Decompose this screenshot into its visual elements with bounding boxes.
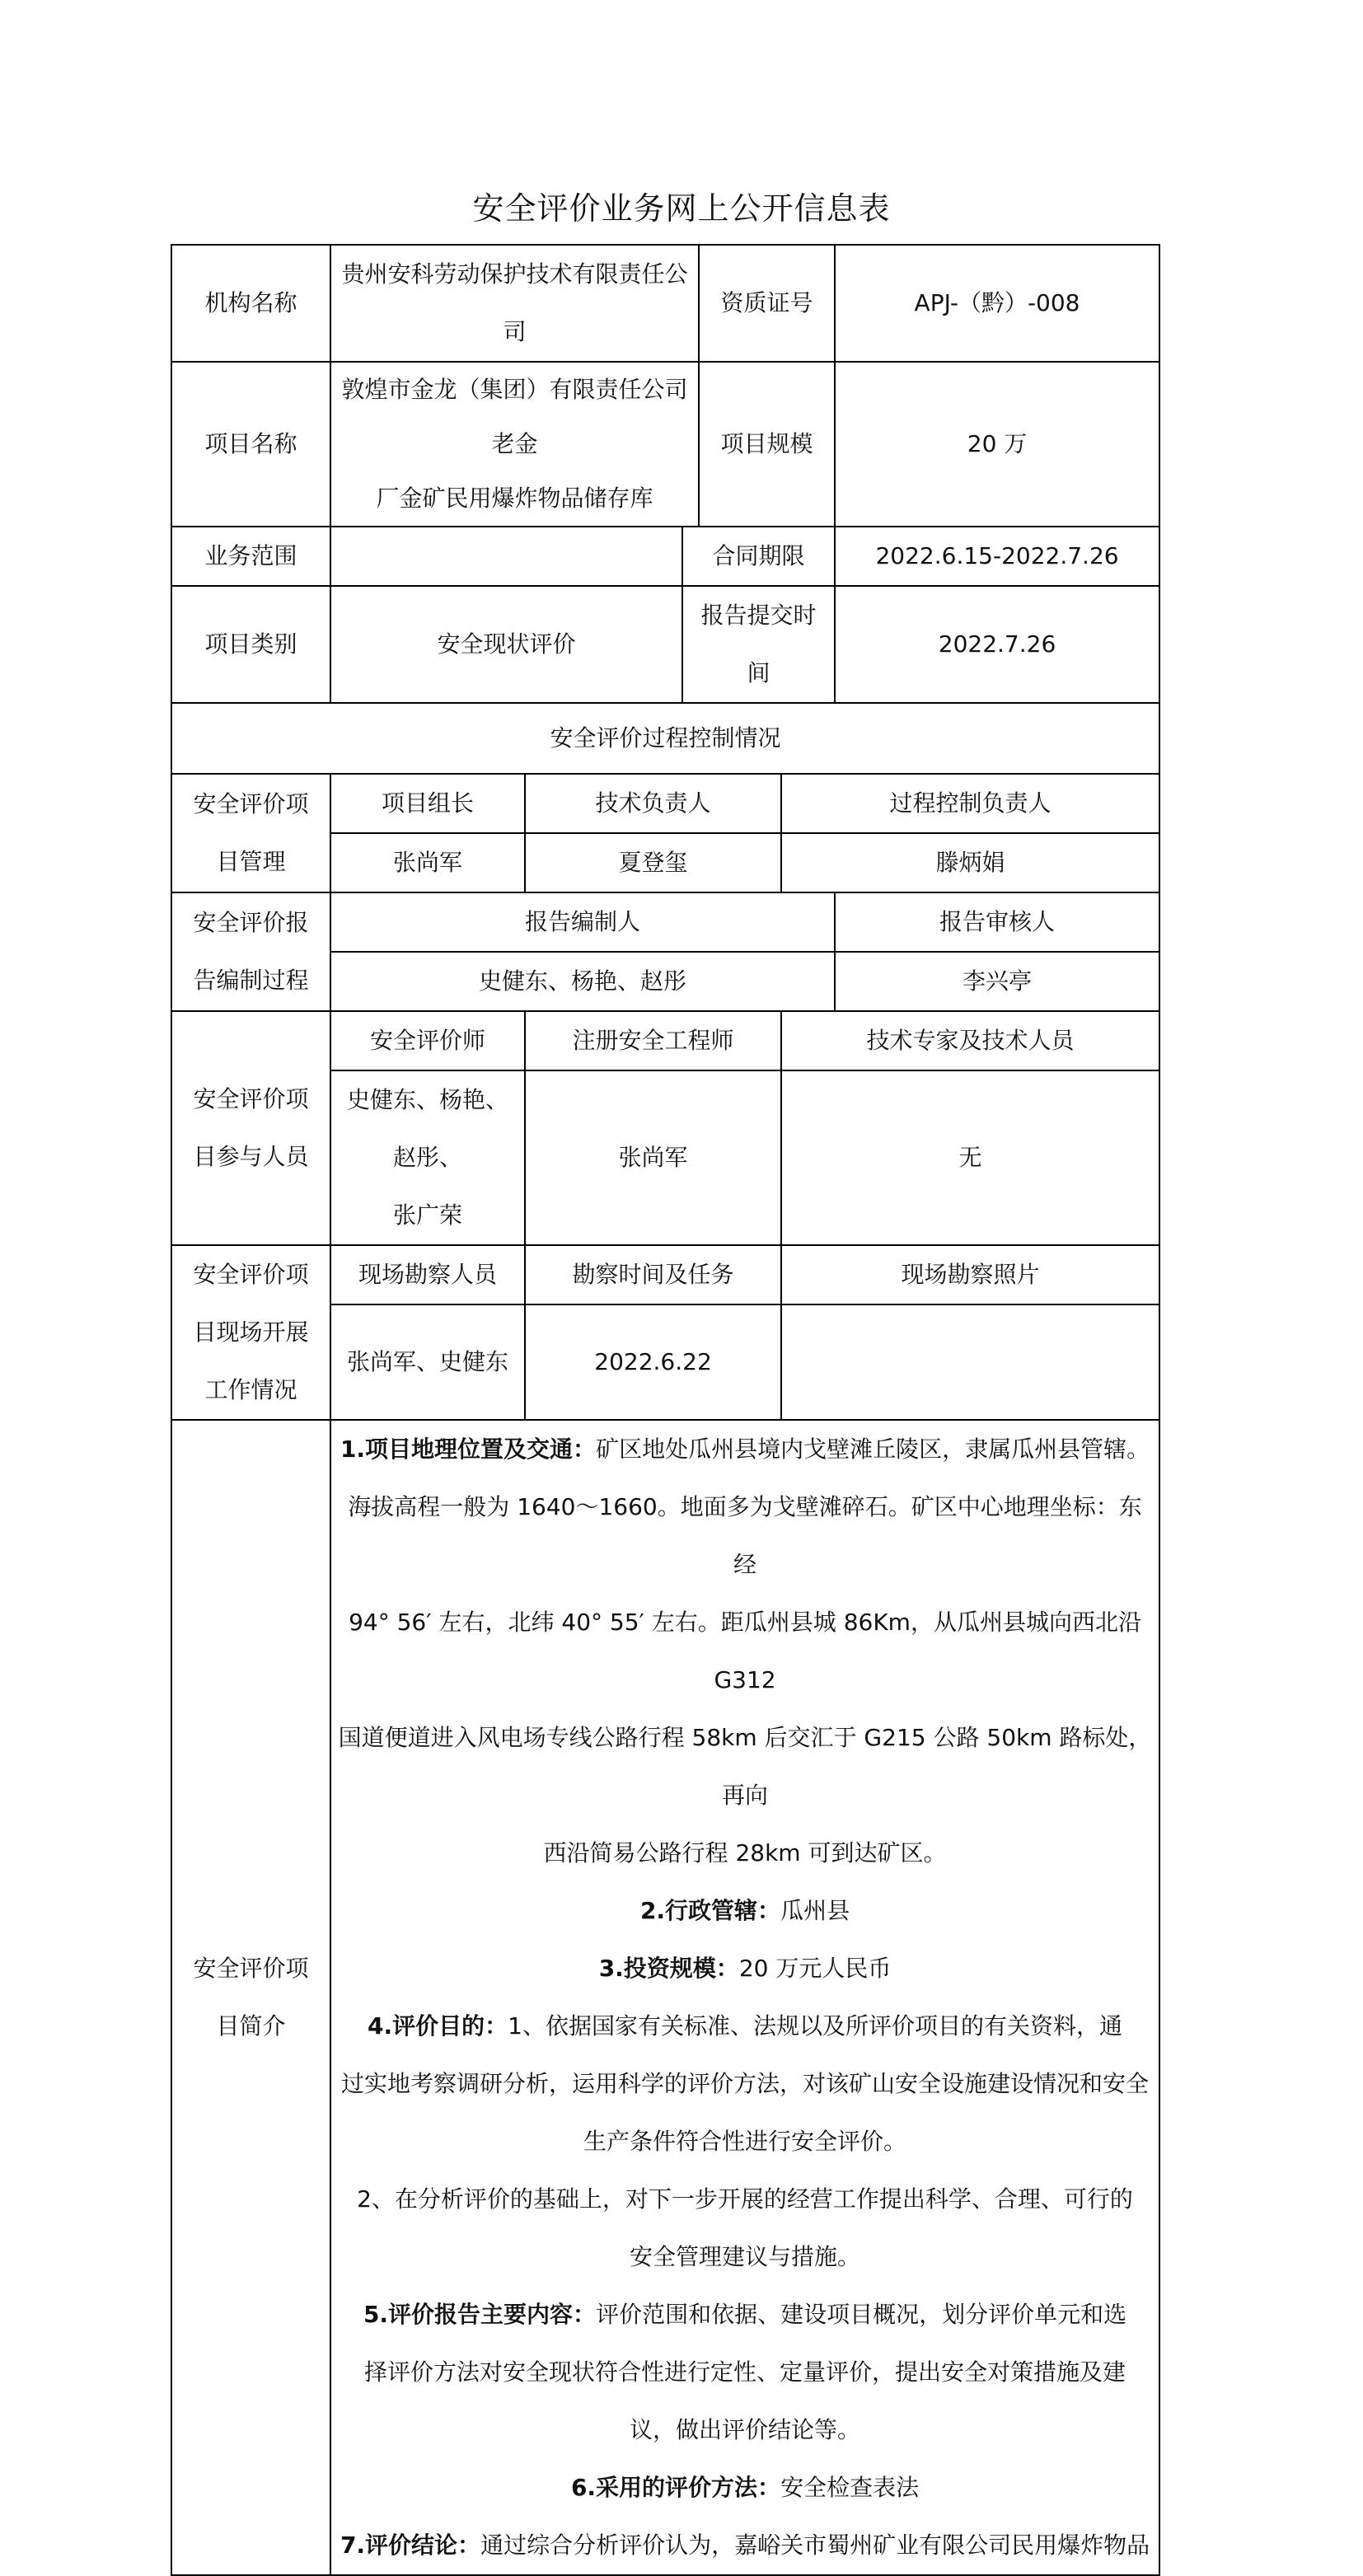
- project-value: [330, 362, 699, 527]
- intro-item-5: [338, 2286, 1152, 2459]
- intro-label: [171, 1420, 330, 2575]
- intro-item-3-line: 20 万元人民币: [738, 1955, 892, 1982]
- intro-item-4-line: 2、在分析评价的基础上，对下一步开展的经营工作提出科学、合理、可行的: [357, 2185, 1133, 2213]
- site-photos: [781, 1304, 1159, 1420]
- intro-item-1-line: 矿区地处瓜州县境内戈壁滩丘陵区，隶属瓜州县管辖。: [596, 1436, 1150, 1463]
- project-label: 项目名称: [171, 362, 330, 527]
- scope-label: 业务范围: [171, 527, 330, 586]
- intro-item-5-heading: 5.评价报告主要内容：: [363, 2301, 597, 2328]
- intro-item-4-line: 生产条件符合性进行安全评价。: [583, 2128, 907, 2155]
- participants-label-line2: 目参与人员: [193, 1143, 309, 1170]
- participants-header-engineer: 注册安全工程师: [525, 1011, 781, 1070]
- site-label-line3: 工作情况: [204, 1376, 297, 1403]
- intro-item-5-line: 议，做出评价结论等。: [630, 2416, 861, 2443]
- management-control: 滕炳娟: [781, 833, 1159, 892]
- intro-item-1-line: 西沿简易公路行程 28km 可到达矿区。: [543, 1839, 947, 1866]
- intro-item-6: [338, 2459, 1152, 2517]
- intro-item-1-line: 海拔高程一般为 1640～1660。地面多为戈壁滩碎石。矿区中心地理坐标：东经: [348, 1493, 1142, 1578]
- report-reviewer: 李兴亭: [835, 952, 1159, 1011]
- intro-item-4-line: 1、依据国家有关标准、法规以及所评价项目的有关资料，通: [508, 2012, 1122, 2040]
- intro-item-2: [338, 1882, 1152, 1940]
- intro-item-2-line: 瓜州县: [780, 1897, 850, 1924]
- contract-label: 合同期限: [682, 527, 835, 586]
- process-section-header: 安全评价过程控制情况: [171, 703, 1159, 774]
- intro-item-1-heading: 1.项目地理位置及交通：: [340, 1436, 597, 1463]
- intro-content: [330, 1420, 1159, 2575]
- submit-value: 2022.7.26: [835, 586, 1159, 703]
- intro-item-5-line: 择评价方法对安全现状符合性进行定性、定量评价，提出安全对策措施及建: [364, 2358, 1126, 2386]
- participants-header-experts: 技术专家及技术人员: [781, 1011, 1159, 1070]
- project-value-line1: 敦煌市金龙（集团）有限责任公司老金: [341, 376, 688, 457]
- intro-item-5-line: 评价范围和依据、建设项目概况，划分评价单元和选: [596, 2301, 1127, 2328]
- intro-item-1-line: 国道便道进入风电场专线公路行程 58km 后交汇于 G215 公路 50km 路标处，再向: [338, 1724, 1152, 1809]
- org-value: 贵州安科劳动保护技术有限责任公司: [330, 245, 699, 362]
- intro-item-2-heading: 2.行政管辖：: [639, 1897, 781, 1924]
- report-label-line1: 安全评价报: [193, 909, 309, 936]
- intro-item-3: [338, 1940, 1152, 1998]
- submit-label: 报告提交时间: [682, 586, 835, 703]
- cert-label: 资质证号: [699, 245, 835, 362]
- management-label-line2: 目管理: [216, 848, 286, 875]
- intro-item-6-line: 安全检查表法: [780, 2474, 920, 2501]
- scale-label: 项目规模: [699, 362, 835, 527]
- site-label-line1: 安全评价项: [193, 1261, 309, 1288]
- site-date: 2022.6.22: [525, 1304, 781, 1420]
- intro-item-3-heading: 3.投资规模：: [598, 1955, 739, 1982]
- category-label: 项目类别: [171, 586, 330, 703]
- participants-header-evaluator: 安全评价师: [330, 1011, 525, 1070]
- site-header-date: 勘察时间及任务: [525, 1245, 781, 1304]
- intro-item-1-line: 94° 56′ 左右，北纬 40° 55′ 左右。距瓜州县城 86Km，从瓜州县城向西北沿 G312: [349, 1609, 1141, 1693]
- scope-value: [330, 527, 682, 586]
- intro-item-7-heading: 7.评价结论：: [340, 2532, 481, 2559]
- intro-item-4-line: 安全管理建议与措施。: [630, 2243, 861, 2270]
- report-label-line2: 告编制过程: [193, 967, 309, 994]
- management-header-leader: 项目组长: [330, 774, 525, 833]
- site-label: [171, 1245, 330, 1420]
- info-table: [171, 244, 1160, 2576]
- intro-item-4-heading: 4.评价目的：: [368, 2012, 508, 2040]
- participants-experts: 无: [781, 1070, 1159, 1245]
- intro-item-6-heading: 6.采用的评价方法：: [570, 2474, 781, 2501]
- intro-item-7: [338, 2517, 1152, 2574]
- intro-item-4: [338, 1998, 1152, 2286]
- management-header-control: 过程控制负责人: [781, 774, 1159, 833]
- cert-value: APJ-（黔）-008: [835, 245, 1159, 362]
- report-label: [171, 892, 330, 1011]
- intro-item-4-line: 过实地考察调研分析，运用科学的评价方法，对该矿山安全设施建设情况和安全: [341, 2070, 1150, 2097]
- site-header-staff: 现场勘察人员: [330, 1245, 525, 1304]
- site-label-line2: 目现场开展: [193, 1318, 309, 1346]
- contract-value: 2022.6.15-2022.7.26: [835, 527, 1159, 586]
- page-title: 安全评价业务网上公开信息表: [472, 190, 891, 227]
- intro-label-line2: 目简介: [216, 2012, 286, 2040]
- intro-label-line1: 安全评价项: [193, 1955, 309, 1982]
- participants-evaluators-line1: 史健东、杨艳、赵彤、: [346, 1086, 508, 1171]
- report-reviewer-header: 报告审核人: [835, 892, 1159, 952]
- participants-label-line1: 安全评价项: [193, 1085, 309, 1112]
- scale-value: 20 万: [835, 362, 1159, 527]
- org-label: 机构名称: [171, 245, 330, 362]
- project-value-line2: 厂金矿民用爆炸物品储存库: [376, 485, 653, 512]
- management-leader: 张尚军: [330, 833, 525, 892]
- participants-evaluators-line2: 张广荣: [392, 1201, 462, 1229]
- site-staff: 张尚军、史健东: [330, 1304, 525, 1420]
- participants-engineer: 张尚军: [525, 1070, 781, 1245]
- intro-item-1: [338, 1421, 1152, 1882]
- participants-evaluators: [330, 1070, 525, 1245]
- management-label: [171, 774, 330, 892]
- participants-label: [171, 1011, 330, 1245]
- site-header-photos: 现场勘察照片: [781, 1245, 1159, 1304]
- management-label-line1: 安全评价项: [193, 790, 309, 817]
- management-tech: 夏登玺: [525, 833, 781, 892]
- intro-item-7-line: 通过综合分析评价认为，嘉峪关市蜀州矿业有限公司民用爆炸物品: [480, 2532, 1150, 2559]
- management-header-tech: 技术负责人: [525, 774, 781, 833]
- report-author-header: 报告编制人: [330, 892, 835, 952]
- category-value: 安全现状评价: [330, 586, 682, 703]
- report-authors: 史健东、杨艳、赵彤: [330, 952, 835, 1011]
